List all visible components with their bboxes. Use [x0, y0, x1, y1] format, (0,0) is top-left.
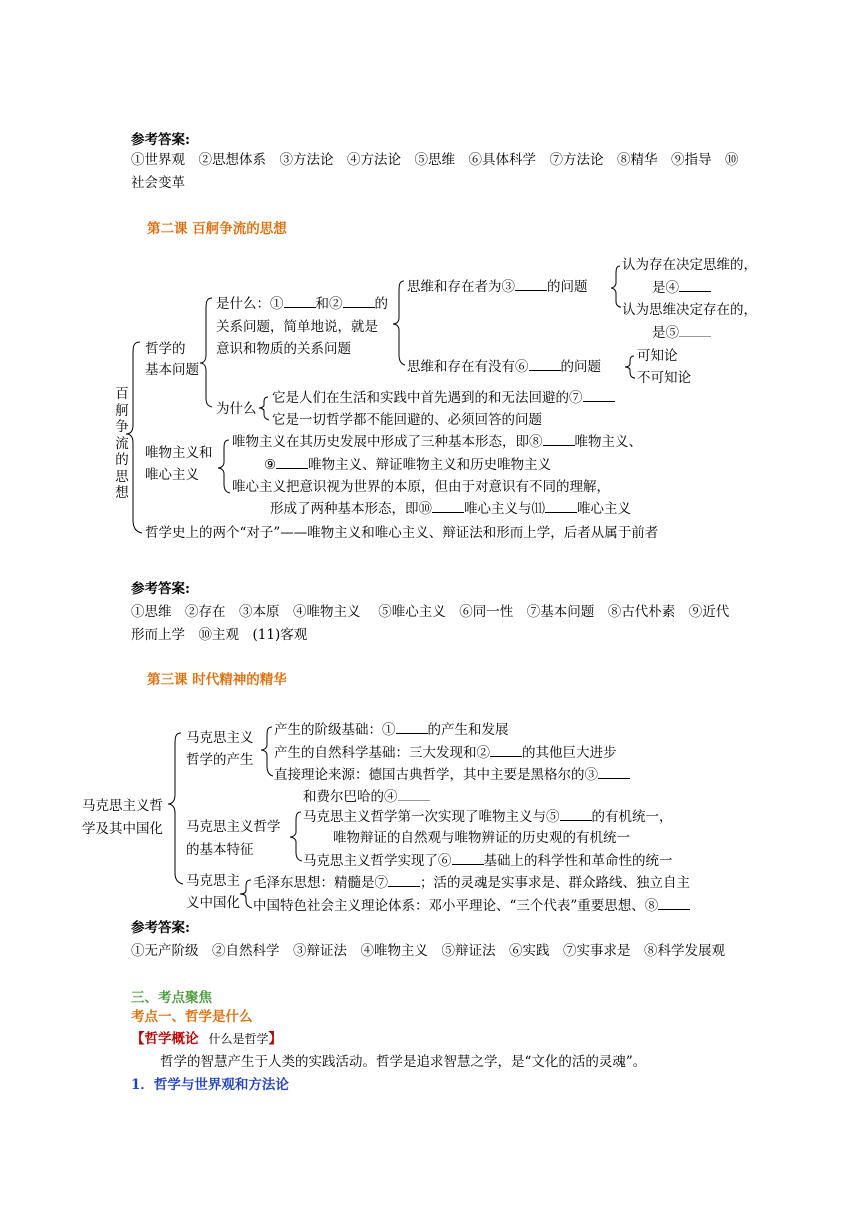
- node-feature-2: 的基本特征: [186, 842, 254, 858]
- node-q6b: 不可知论: [637, 370, 691, 386]
- node-q3b2: 是⑤: [652, 324, 711, 342]
- answer-line: ①无产阶级 ②自然科学 ③辩证法 ④唯物主义 ⑤辩证法 ⑥实践 ⑦实事求是 ⑧科学发展观: [131, 943, 725, 959]
- section-heading: 三、考点聚焦: [131, 990, 212, 1006]
- answer-title-1: 参考答案:: [131, 132, 190, 148]
- paragraph: 哲学的智慧产生于人类的实践活动。哲学是追求智慧之学，是“文化的活的灵魂”。: [160, 1054, 647, 1070]
- node-f2: 唯物辩证的自然观与唯物辨证的历史观的有机统一: [333, 830, 630, 846]
- node-history: 哲学史上的两个“对子”——唯物主义和唯心主义、辩证法和形而上学，后者从属于前者: [145, 525, 659, 541]
- mindmap-root-3-line1: 马克思主义哲: [82, 798, 163, 814]
- node-b4: 和费尔巴哈的④: [303, 788, 430, 806]
- answer-line: ①世界观 ②思想体系 ③方法论 ④方法论 ⑤思维 ⑥具体科学 ⑦方法论 ⑧精华 ⑨指导 ⑩: [131, 152, 739, 168]
- node-what-line1: 是什么：① 和② 的: [216, 296, 388, 312]
- node-why2: 它是一切哲学都不能回避的、必须回答的问题: [272, 412, 542, 428]
- node-why: 为什么: [216, 401, 257, 417]
- node-what-line3: 意识和物质的关系问题: [216, 341, 351, 357]
- node-mat3: 唯心主义把意识视为世界的本原，但由于对意识有不同的理解，: [232, 479, 610, 495]
- node-mat1: 唯物主义在其历史发展中形成了三种基本形态，即⑧ 唯物主义、: [232, 434, 642, 450]
- mindmap-root-3-line2: 学及其中国化: [82, 821, 163, 837]
- node-why1: 它是人们在生活和实践中首先遇到的和无法回避的⑦: [272, 389, 615, 407]
- mindmap-root: 百舸争流的思想: [115, 386, 129, 501]
- node-basic-question-2: 基本问题: [145, 362, 199, 378]
- node-f3: 马克思主义哲学实现了⑥ 基础上的科学性和革命性的统一: [303, 853, 673, 869]
- node-what-line2: 关系问题，简单地说，就是: [216, 319, 378, 335]
- node-q3a: 认为存在决定思维的，: [622, 257, 757, 273]
- node-q3a2: 是④: [652, 279, 711, 297]
- node-q6a: 可知论: [637, 348, 678, 364]
- node-b1: 产生的阶级基础：① 的产生和发展: [274, 722, 509, 738]
- node-f1: 马克思主义哲学第一次实现了唯物主义与⑤ 的有机统一，: [303, 809, 673, 825]
- node-q3b: 认为思维决定存在的，: [622, 302, 757, 318]
- node-materialism-2: 唯心主义: [145, 467, 199, 483]
- node-b3: 直接理论来源：德国古典哲学，其中主要是黑格尔的③: [274, 766, 630, 784]
- node-mat4: 形成了两种基本形态，即⑩ 唯心主义与⑾ 唯心主义: [270, 501, 631, 517]
- point-heading: 考点一、哲学是什么: [131, 1009, 253, 1025]
- node-q3: 思维和存在者为③ 的问题: [407, 279, 588, 295]
- node-birth-1: 马克思主义: [186, 730, 254, 746]
- node-materialism-1: 唯物主义和: [145, 445, 213, 461]
- node-birth-2: 哲学的产生: [186, 752, 254, 768]
- node-mat2: ⑨ 唯物主义、辩证唯物主义和历史唯物主义: [264, 457, 552, 473]
- node-q6: 思维和存在有没有⑥ 的问题: [407, 359, 601, 375]
- topic-tag: 【哲学概论 什么是哲学】: [131, 1031, 283, 1047]
- answer-title-2: 参考答案:: [131, 581, 190, 597]
- node-china-1: 马克思主: [186, 873, 240, 889]
- answer-line: 社会变革: [131, 175, 185, 191]
- node-b2: 产生的自然科学基础：三大发现和② 的其他巨大进步: [274, 745, 617, 761]
- subheading: 1．哲学与世界观和方法论: [131, 1077, 289, 1093]
- lesson-2-title: 第二课 百舸争流的思想: [147, 221, 287, 237]
- node-feature-1: 马克思主义哲学: [186, 819, 281, 835]
- node-china-2: 义中国化: [186, 895, 240, 911]
- node-c1: 毛泽东思想：精髓是⑦ ；活的灵魂是实事求是、群众路线、独立自主: [253, 875, 690, 891]
- answer-title-3: 参考答案:: [131, 920, 190, 936]
- node-c2: 中国特色社会主义理论体系：邓小平理论、“三个代表”重要思想、⑧: [253, 897, 690, 915]
- lesson-3-title: 第三课 时代精神的精华: [147, 672, 287, 688]
- answer-line: 形而上学 ⑩主观 (11)客观: [131, 627, 308, 643]
- node-basic-question-1: 哲学的: [145, 341, 186, 357]
- answer-line: ①思维 ②存在 ③本原 ④唯物主义 ⑤唯心主义 ⑥同一性 ⑦基本问题 ⑧古代朴素 ⑨近代: [131, 604, 730, 620]
